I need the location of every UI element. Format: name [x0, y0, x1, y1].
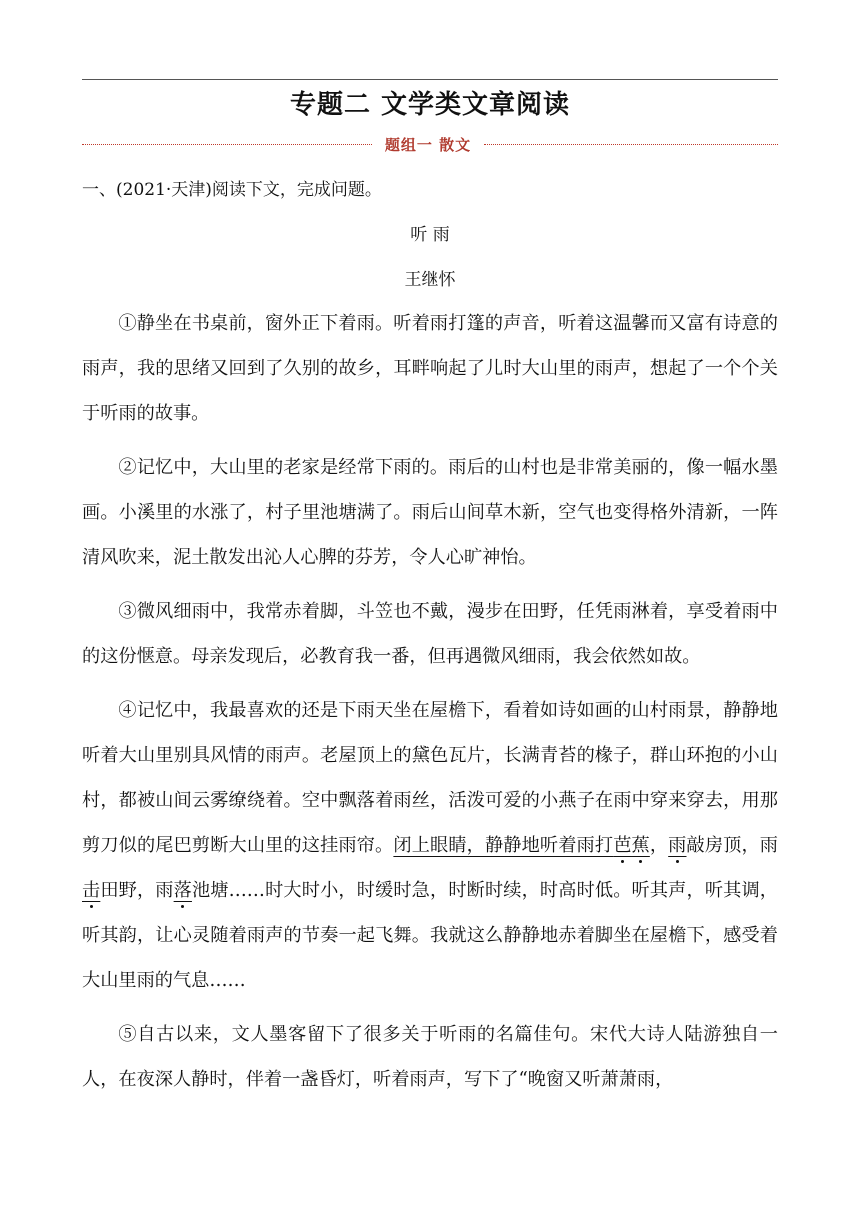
underlined-text: 闭上眼睛，静静地听着雨打: [393, 835, 614, 856]
paragraph-text: 田野，雨: [100, 880, 174, 901]
paragraph-5: [82, 1012, 778, 1102]
paragraph-text: ①静坐在书桌前，窗外正下着雨。听着雨打篷的声音，听着这温馨而又富有诗意的雨声，我的思绪又回到了久别的故乡，耳畔响起了儿时大山里的雨声，想起了一个个关于听雨的故事。: [82, 313, 778, 424]
emphasis-dot-char: 击: [82, 880, 101, 901]
passage-title: 听 雨: [410, 225, 450, 245]
paragraph-text: ②记忆中，大山里的老家是经常下雨的。雨后的山村也是非常美丽的，像一幅水墨画。小溪里的水涨了，村子里池塘满了。雨后山间草木新，空气也变得格外清新，一阵清风吹来，泥土散发出沁人心脾的芬芳，令人心旷神怡。: [82, 457, 778, 568]
paragraph-text: ③微风细雨中，我常赤着脚，斗笠也不戴，漫步在田野，任凭雨淋着，享受着雨中的这份惬意。母亲发现后，必教育我一番，但再遇微风细雨，我会依然如故。: [82, 601, 778, 667]
passage-body: [82, 301, 778, 1111]
emphasis-dot-char: 落: [173, 880, 192, 901]
emphasis-dot-char: 芭: [613, 835, 632, 856]
paragraph-2: [82, 445, 778, 580]
page-title: 专题二 文学类文章阅读: [289, 90, 571, 120]
paragraph-text: ，: [649, 835, 669, 856]
header-rule: [82, 79, 778, 80]
paragraph-text: ⑤自古以来，文人墨客留下了很多关于听雨的名篇佳句。宋代大诗人陆游独自一人，在夜深人静时，伴着一盏昏灯，听着雨声，写下了“晚窗又听萧萧雨，: [82, 1024, 778, 1090]
paragraph-text: 敲房顶，雨: [686, 835, 778, 856]
paragraph-3: [82, 589, 778, 679]
paragraph-4: [82, 688, 778, 1003]
question-intro: 一、(2021·天津)阅读下文，完成问题。: [82, 180, 382, 200]
paragraph-text: 池塘……时大时小，时缓时急，时断时续，时高时低。听其声，听其调，听其韵，让心灵随着雨声的节奏一起飞舞。我就这么静静地赤着脚坐在屋檐下，感受着大山里雨的气息……: [82, 880, 778, 991]
emphasis-dot-char: 蕉: [631, 835, 650, 856]
passage-author: 王继怀: [404, 270, 456, 290]
paragraph-1: [82, 301, 778, 436]
emphasis-dot-char: 雨: [668, 835, 687, 856]
section-divider: [82, 134, 778, 156]
group-label: 题组一 散文: [384, 136, 472, 154]
paragraph-text: ④记忆中，我最喜欢的还是下雨天坐在屋檐下，看着如诗如画的山村雨景，静静地听着大山里别具风情的雨声。老屋顶上的黛色瓦片，长满青苔的椽子，群山环抱的小山村，都被山间云雾缭绕着。空中飘落着雨丝，活泼可爱的小燕子在雨中穿来穿去，用那剪刀似的尾巴剪断大山里的这挂雨帘。: [82, 700, 778, 856]
dotted-rule-left: [82, 144, 372, 145]
dotted-rule-right: [484, 144, 778, 145]
